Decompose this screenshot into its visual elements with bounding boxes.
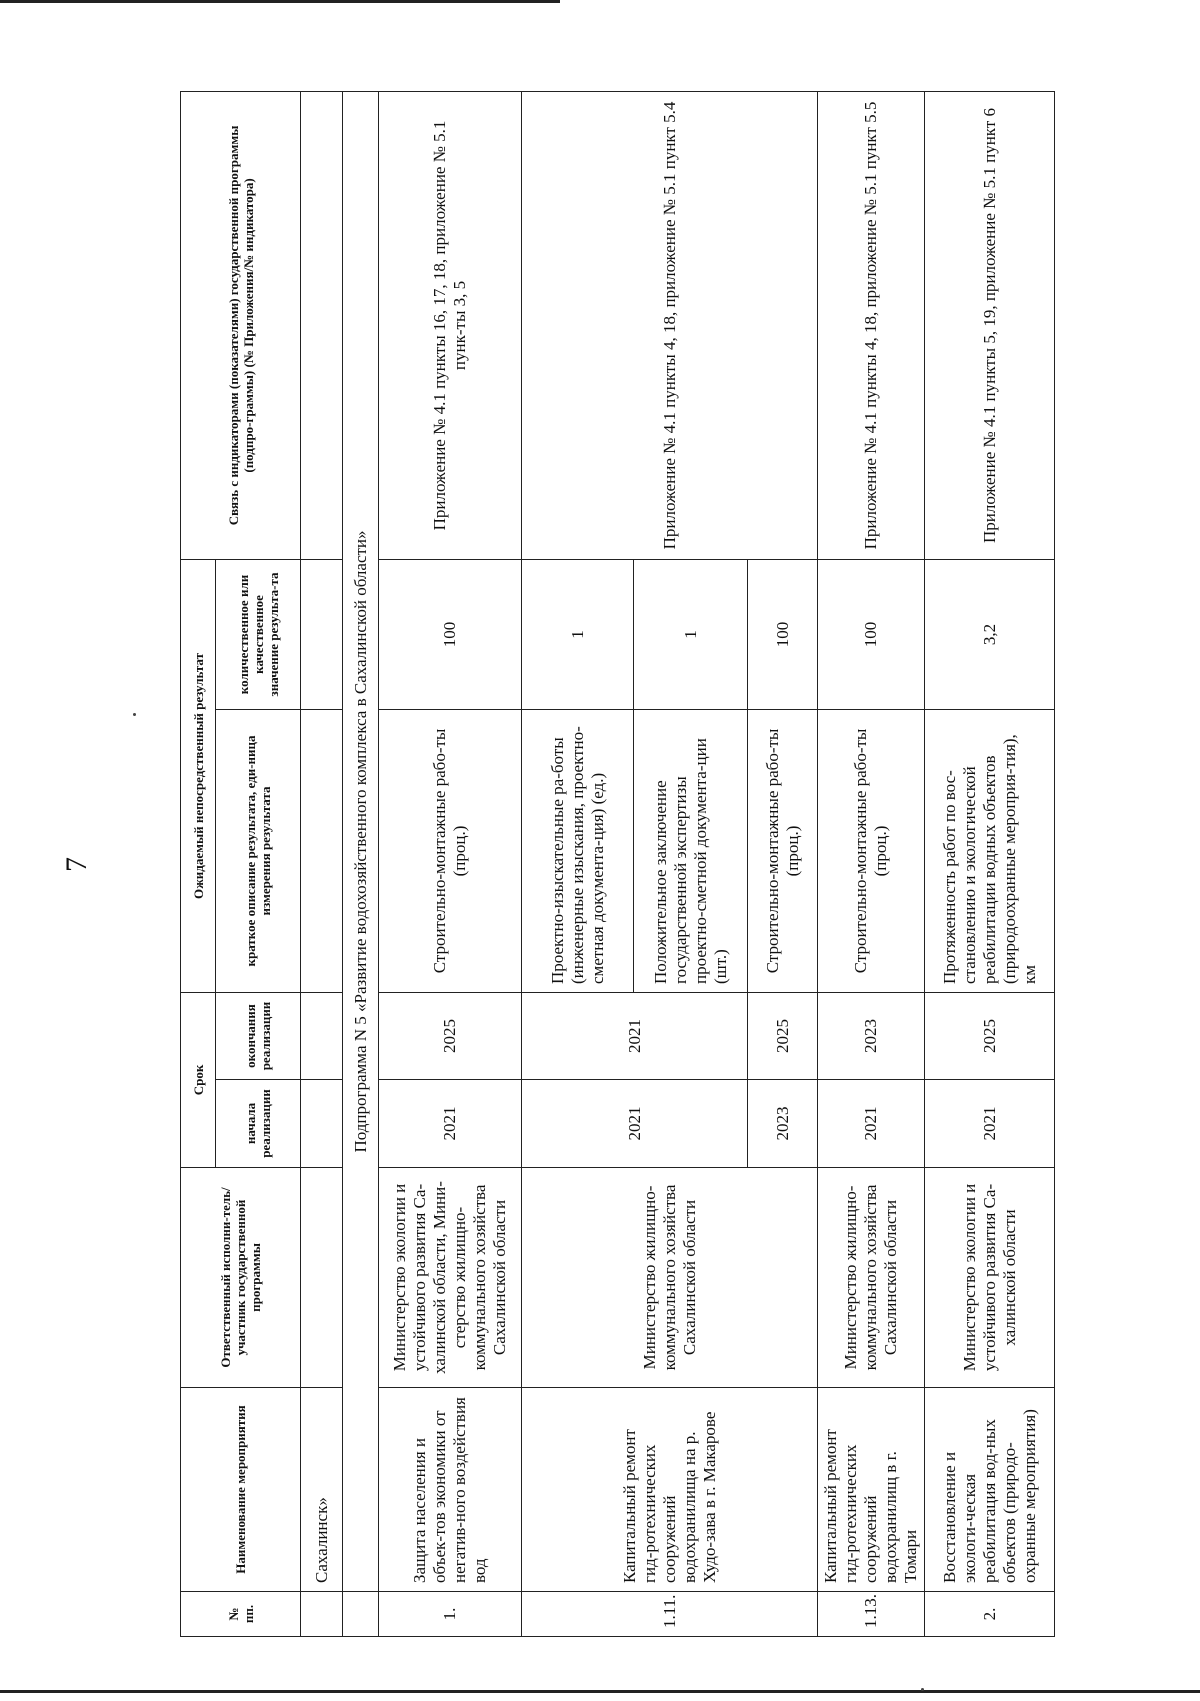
row-name: Капитальный ремонт гид-ротехнических сооружений водохранилища на р. Худо-зава в г. Макарове bbox=[522, 1388, 818, 1592]
row-num: 1.11. bbox=[522, 1592, 818, 1637]
scan-edge-top bbox=[0, 0, 560, 3]
row-name: Защита населения и объек-тов экономики от негатив-ного воздействия вод bbox=[379, 1388, 522, 1592]
row-name: Восстановление и экологи-ческая реабилитация вод-ных объектов (природо-охранные мероприятия) bbox=[925, 1388, 1055, 1592]
row-result-value: 1 bbox=[522, 559, 634, 709]
row-start: 2021 bbox=[379, 1080, 522, 1168]
row-num: 1.13. bbox=[818, 1592, 925, 1637]
header-term-end: окончания реализации bbox=[216, 992, 301, 1079]
header-name: Наименование мероприятия bbox=[181, 1388, 301, 1592]
row-result-desc: Строительно-монтажные рабо-ты (проц.) bbox=[818, 709, 925, 992]
row-start: 2023 bbox=[748, 1080, 818, 1168]
table-row bbox=[818, 91, 925, 1636]
row-responsible: Министерство экологии и устойчивого развития Са-халинской области bbox=[925, 1168, 1055, 1388]
scan-edge-bottom bbox=[0, 1690, 1200, 1693]
row-responsible: Министерство жилищно-коммунального хозяйства Сахалинской области bbox=[522, 1168, 818, 1388]
row-link: Приложение № 4.1 пункты 4, 18, приложение № 5.1 пункт 5.5 bbox=[818, 91, 925, 559]
continuation-num bbox=[301, 1592, 343, 1637]
row-result-value: 3,2 bbox=[925, 559, 1055, 709]
scan-speck bbox=[921, 1688, 924, 1691]
row-result-value: 100 bbox=[818, 559, 925, 709]
continuation-row bbox=[301, 91, 343, 1636]
row-name: Капитальный ремонт гид-ротехнических сооружений водохранилищ в г. Томари bbox=[818, 1388, 925, 1592]
row-result-value: 1 bbox=[634, 559, 748, 709]
header-result: Ожидаемый непосредственный результат bbox=[181, 559, 216, 992]
row-end: 2025 bbox=[379, 992, 522, 1079]
subprogram-num bbox=[343, 1592, 379, 1637]
row-num: 2. bbox=[925, 1592, 1055, 1637]
header-responsible: Ответственный исполни-тель/участник государственной программы bbox=[181, 1168, 301, 1388]
row-link: Приложение № 4.1 пункты 4, 18, приложение № 5.1 пункт 5.4 bbox=[522, 91, 818, 559]
row-num: 1. bbox=[379, 1592, 522, 1637]
row-end: 2025 bbox=[925, 992, 1055, 1079]
row-result-desc: Протяженность работ по вос-становлению и экологической реабилитации водных объектов (природоохранные мероприя-тия), км bbox=[925, 709, 1055, 992]
header-term: Срок bbox=[181, 992, 216, 1167]
subprogram-title: Подпрограмма N 5 «Развитие водохозяйственного комплекса в Сахалинской области» bbox=[343, 91, 379, 1591]
rotated-page bbox=[60, 92, 1050, 1637]
row-end: 2023 bbox=[818, 992, 925, 1079]
row-start: 2021 bbox=[925, 1080, 1055, 1168]
table-row bbox=[925, 91, 1055, 1636]
header-term-start: начала реализации bbox=[216, 1080, 301, 1168]
row-end: 2025 bbox=[748, 992, 818, 1079]
row-start: 2021 bbox=[522, 1080, 748, 1168]
table-row bbox=[379, 91, 522, 1636]
results-table bbox=[180, 91, 1055, 1637]
header-result-value: количественное или качественное значение результа-та bbox=[216, 559, 301, 709]
page-number: 7 bbox=[60, 857, 93, 872]
row-result-desc: Строительно-монтажные рабо-ты (проц.) bbox=[379, 709, 522, 992]
row-link: Приложение № 4.1 пункты 5, 19, приложение № 5.1 пункт 6 bbox=[925, 91, 1055, 559]
row-responsible: Министерство экологии и устойчивого развития Са-халинской области, Мини-стерство жилищно-коммунального хозяйства Сахалинской области bbox=[379, 1168, 522, 1388]
header-num: № пп. bbox=[181, 1592, 301, 1637]
row-result-value: 100 bbox=[379, 559, 522, 709]
row-responsible: Министерство жилищно-коммунального хозяйства Сахалинской области bbox=[818, 1168, 925, 1388]
subprogram-row bbox=[343, 91, 379, 1636]
scan-speck bbox=[133, 713, 136, 716]
table-row bbox=[522, 91, 634, 1636]
row-result-desc: Положительное заключение государственной экспертизы проектно-сметной документа-ции (шт.) bbox=[634, 709, 748, 992]
header-row-top bbox=[181, 91, 216, 1636]
continuation-name: Сахалинск» bbox=[301, 1388, 343, 1592]
header-result-desc: краткое описание результата, еди-ница измерения результата bbox=[216, 709, 301, 992]
row-result-desc: Строительно-монтажные рабо-ты (проц.) bbox=[748, 709, 818, 992]
row-result-desc: Проектно-изыскательные ра-боты (инженерные изыскания, проектно-сметная документа-ция) (ед.) bbox=[522, 709, 634, 992]
row-link: Приложение № 4.1 пункты 16, 17, 18, приложение № 5.1 пунк-ты 3, 5 bbox=[379, 91, 522, 559]
row-result-value: 100 bbox=[748, 559, 818, 709]
header-link: Связь с индикаторами (показателями) государственной программы (подпро-граммы) (№ Приложения/№ индикатора) bbox=[181, 91, 301, 559]
row-end: 2021 bbox=[522, 992, 748, 1079]
row-start: 2021 bbox=[818, 1080, 925, 1168]
